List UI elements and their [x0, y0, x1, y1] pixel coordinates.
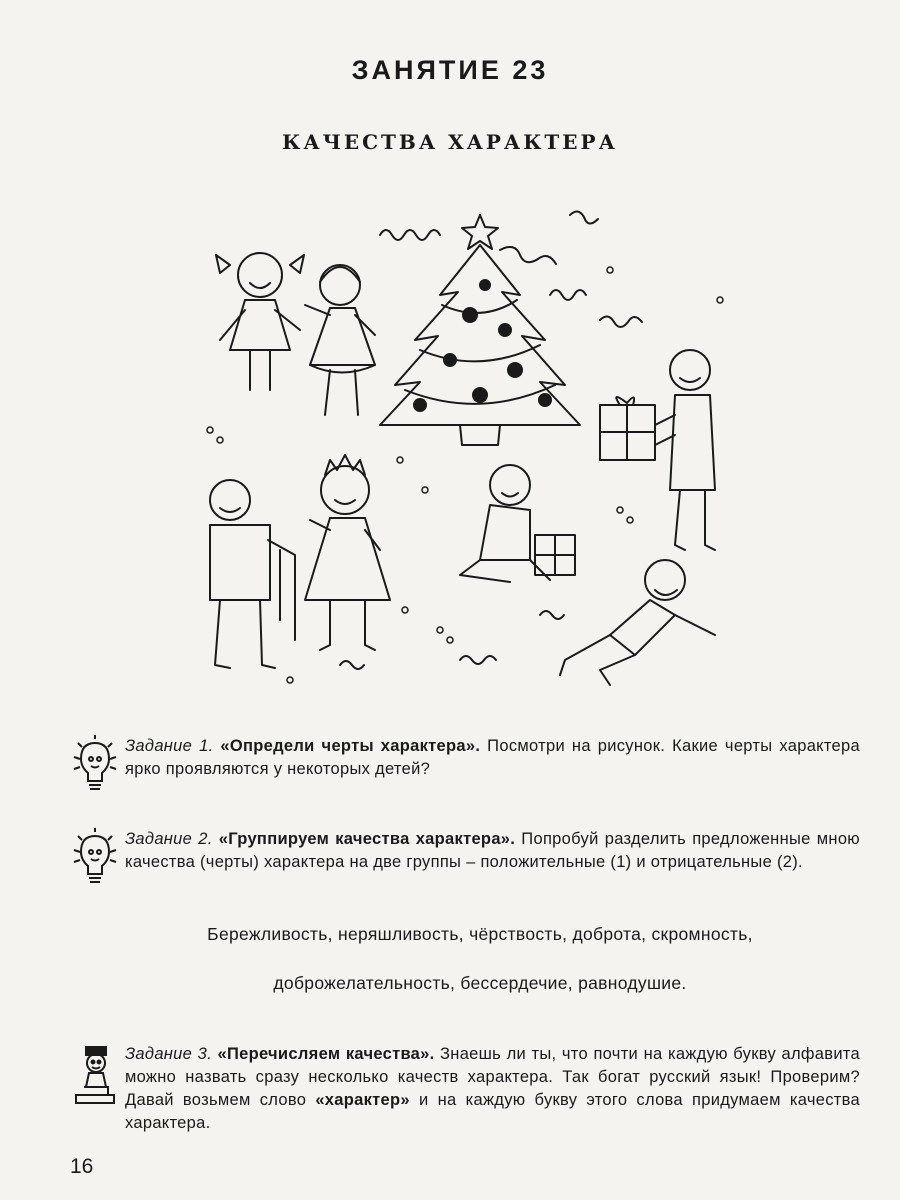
- task-2-text: [125, 828, 860, 874]
- pedestal-figure-icon: [70, 1043, 120, 1105]
- traits-word-list-line-2: доброжелательность, бессердечие, равнодушие.: [273, 973, 687, 993]
- task-2-title: «Группируем качества характера».: [218, 830, 516, 848]
- lightbulb-icon: [70, 828, 120, 890]
- girl-figure: [305, 265, 375, 415]
- task-3-text: [125, 1043, 860, 1135]
- lightbulb-icon: [70, 735, 120, 797]
- crowned-girl-figure: [305, 455, 390, 650]
- traits-word-list-line-1: Бережливость, неряшливость, чёрствость, доброта, скромность,: [207, 924, 753, 944]
- boy-with-list-figure: [210, 480, 295, 668]
- page-title: ЗАНЯТИЕ 23: [351, 55, 549, 85]
- task-1-title: «Определи черты характера».: [220, 737, 481, 755]
- task-2-name: Задание 2.: [125, 830, 213, 848]
- lesson-title: КАЧЕСТВА ХАРАКТЕРА: [282, 130, 618, 154]
- crying-girl-figure: [216, 253, 304, 390]
- task-3-body-1: Знаешь ли ты, что почти на каждую букву алфавита можно назвать сразу несколько качеств характера. Так богат русский язык! Проверим? Давай возьмем слово: [125, 1045, 860, 1109]
- task-1-name: Задание 1.: [125, 737, 214, 755]
- task-3: [70, 1043, 860, 1135]
- page-number: 16: [70, 1155, 94, 1178]
- task-3-title: «Перечисляем качества».: [217, 1045, 435, 1063]
- task-1: [70, 735, 860, 781]
- task-3-body-2: и на каждую букву этого слова придумаем качества характера.: [125, 1091, 860, 1132]
- task-1-text: [125, 735, 860, 781]
- christmas-tree-icon: [380, 215, 580, 445]
- christmas-tree-illustration: [180, 190, 740, 710]
- task-3-name: Задание 3.: [125, 1045, 212, 1063]
- boy-with-gift-figure: [600, 350, 715, 550]
- laughing-boy-figure: [560, 560, 715, 685]
- task-2: [70, 828, 860, 874]
- task-3-keyword: «характер»: [315, 1091, 410, 1109]
- task-2-body: Попробуй разделить предложенные мною качества (черты) характера на две группы – положительные (1) и отрицательные (2).: [125, 830, 860, 871]
- task-1-body: Посмотри на рисунок. Какие черты характера ярко проявляются у некоторых детей?: [125, 737, 860, 778]
- kneeling-boy-figure: [460, 465, 575, 582]
